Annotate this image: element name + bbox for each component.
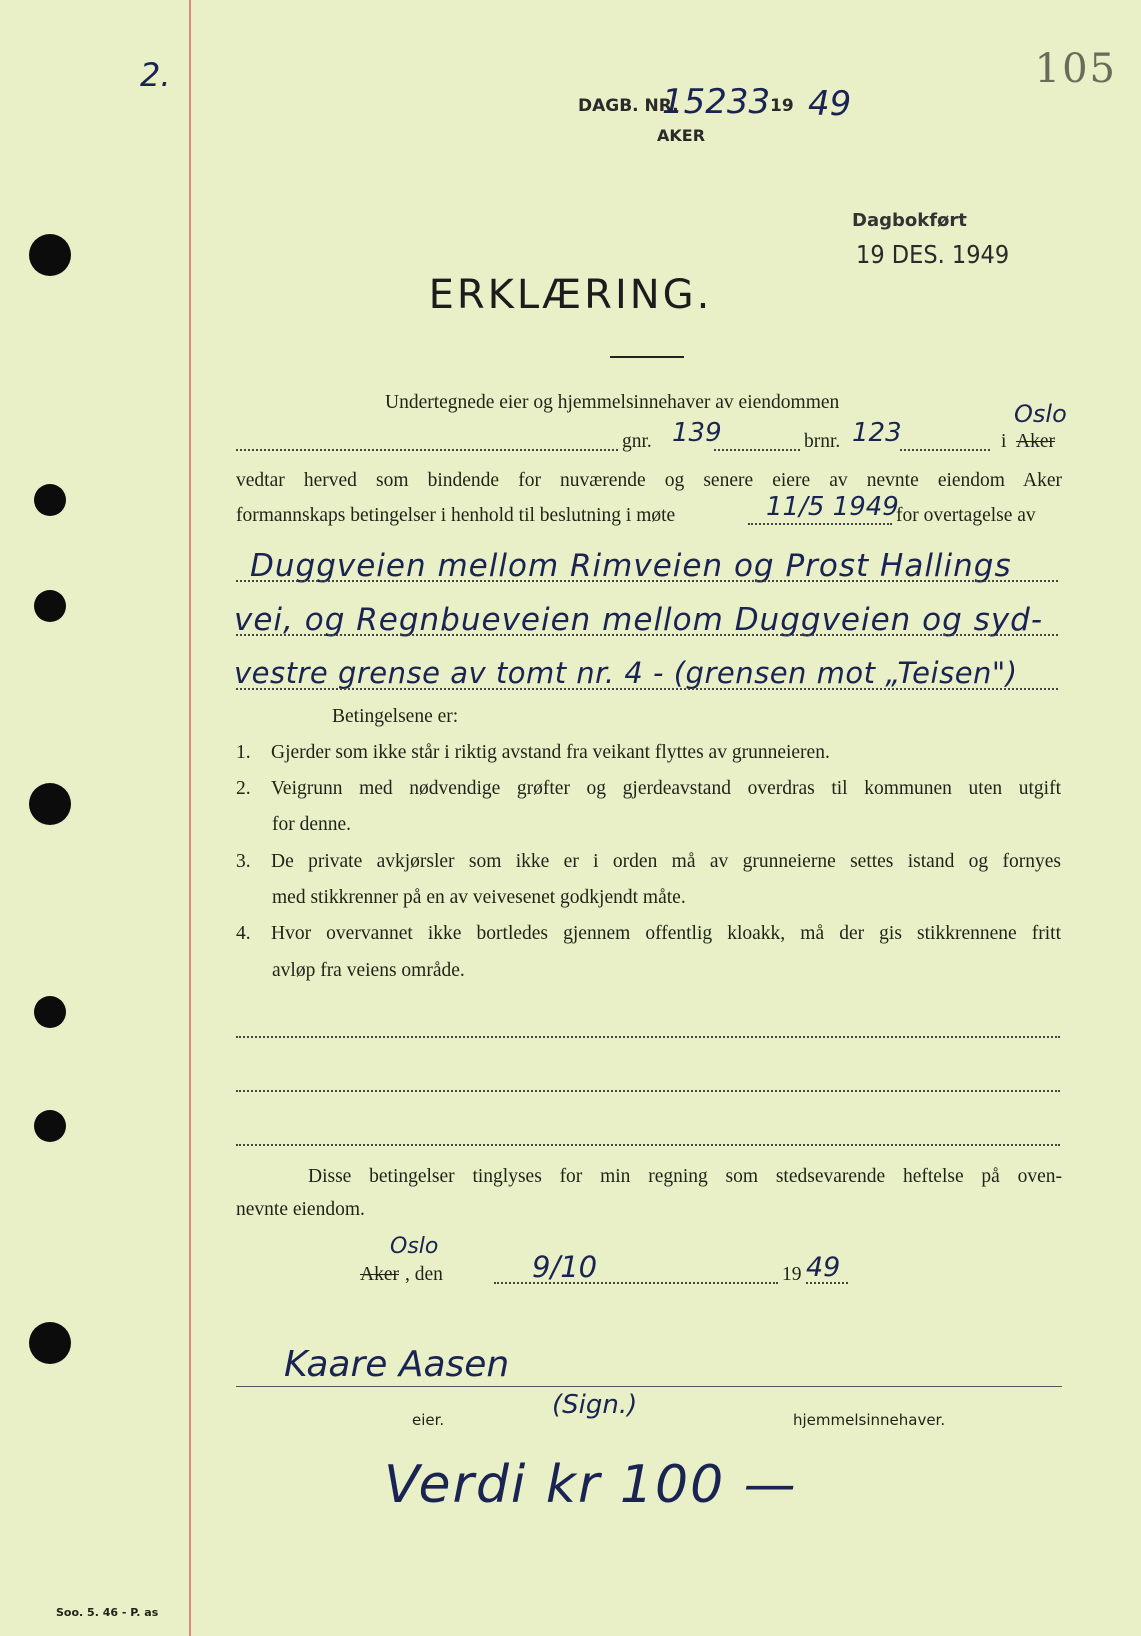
condition-text: Veigrunn med nødvendige grøfter og gjerdeavstand overdras til kommunen uten utgift [271, 778, 1061, 799]
signature-line [236, 1386, 1062, 1387]
value-note: Verdi kr 100 — [384, 1455, 798, 1515]
brnr-value: 123 [852, 418, 902, 448]
condition-number: 1. [236, 742, 251, 763]
corner-mark: 2. [140, 56, 171, 94]
date-stamp-date: 19 DES. 1949 [856, 240, 1010, 269]
condition-text: for denne. [272, 814, 352, 835]
handwritten-line: vestre grense av tomt nr. 4 - (grensen mot „Teisen") [234, 656, 1018, 690]
empty-dotted-line [236, 1144, 1060, 1146]
condition-number: 4. [236, 923, 251, 944]
closing-line: Disse betingelser tinglyses for min regning som stedsevarende heftelse på oven- [308, 1166, 1062, 1187]
handwritten-line: Duggveien mellom Rimveien og Prost Hallings [250, 548, 1012, 584]
body-line: vedtar herved som bindende for nuværende og senere eiere av nevnte eiendom Aker [236, 470, 1062, 491]
gnr-label: gnr. [622, 431, 652, 452]
page-title: ERKLÆRING. [428, 272, 713, 318]
punch-hole [29, 234, 71, 276]
journal-stamp-label: DAGB. NR. [578, 96, 679, 116]
dotted-fill [236, 449, 618, 451]
punch-hole [34, 1110, 66, 1142]
gnr-value: 139 [672, 418, 722, 448]
dotted-fill [806, 1282, 848, 1284]
handwritten-line: vei, og Regnbueveien mellom Duggveien og syd- [234, 602, 1044, 638]
page-number: 105 [1034, 46, 1117, 92]
journal-year: 49 [808, 84, 852, 124]
dotted-fill [236, 634, 1058, 636]
journal-place: AKER [657, 126, 706, 145]
condition-text: med stikkrenner på en av veivesenet godkjendt måte. [272, 887, 686, 908]
condition-number: 3. [236, 851, 251, 872]
sign-year-prefix: 19 [782, 1264, 802, 1285]
sign-place-handwritten: Oslo [390, 1234, 439, 1259]
sign-year: 49 [806, 1252, 841, 1283]
condition-text: Hvor overvannet ikke bortledes gjennem offentlig kloakk, må der gis stikkrennene fritt [271, 923, 1061, 944]
conditions-heading: Betingelsene er: [332, 706, 459, 727]
signed-note: (Sign.) [552, 1390, 638, 1420]
footer-print: Soo. 5. 46 - P. as [56, 1606, 159, 1619]
place-struck: Aker [1016, 431, 1055, 452]
margin-rule [189, 0, 191, 1636]
body-line-end: for overtagelse av [896, 505, 1036, 526]
empty-dotted-line [236, 1090, 1060, 1092]
dotted-fill [900, 449, 990, 451]
title-underline [610, 356, 684, 358]
body-line-start: formannskaps betingelser i henhold til beslutning i møte [236, 505, 676, 526]
condition-text: Gjerder som ikke står i riktig avstand fra veikant flyttes av grunneieren. [271, 742, 830, 763]
owner-signature: Kaare Aasen [284, 1344, 510, 1385]
eier-label: eier. [412, 1411, 445, 1429]
condition-text: avløp fra veiens område. [272, 960, 465, 981]
condition-number: 2. [236, 778, 251, 799]
dotted-fill [714, 449, 800, 451]
date-stamp-label: Dagbokført [852, 210, 967, 231]
punch-hole [34, 484, 66, 516]
punch-hole [29, 783, 71, 825]
sign-place-struck: Aker [360, 1264, 399, 1285]
dotted-fill [748, 523, 892, 525]
intro-line: Undertegnede eier og hjemmelsinnehaver av eiendommen [385, 392, 840, 413]
place-handwritten: Oslo [1014, 400, 1067, 428]
condition-text: De private avkjørsler som ikke er i orden må av grunneierne settes istand og fornyes [271, 851, 1061, 872]
hjemmel-label: hjemmelsinnehaver. [793, 1411, 946, 1429]
journal-number: 15233 [662, 82, 771, 122]
sign-date: 9/10 [532, 1250, 598, 1284]
meeting-date: 11/5 1949 [766, 492, 899, 522]
journal-year-prefix: 19 [770, 96, 794, 116]
dotted-fill [236, 580, 1058, 582]
punch-hole [34, 996, 66, 1028]
dotted-fill [236, 688, 1058, 690]
closing-line: nevnte eiendom. [236, 1199, 365, 1220]
empty-dotted-line [236, 1036, 1060, 1038]
place-i-label: i [1001, 431, 1007, 452]
brnr-label: brnr. [804, 431, 841, 452]
punch-hole [29, 1322, 71, 1364]
den-label: , den [405, 1264, 443, 1285]
punch-hole [34, 590, 66, 622]
